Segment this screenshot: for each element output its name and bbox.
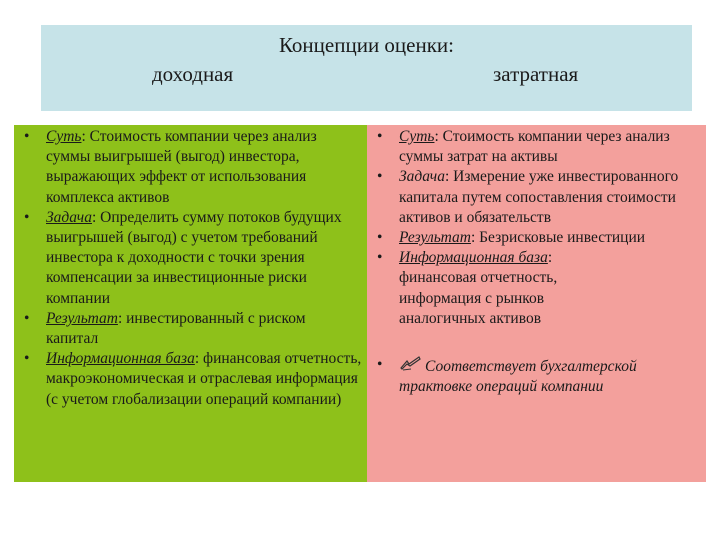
item-sep: : xyxy=(117,309,127,327)
item-text: Стоимость компании через анализ суммы затрат на активы xyxy=(399,128,670,166)
bullet: • xyxy=(377,249,383,267)
list-item-info-base xyxy=(377,248,629,329)
cost-approach-panel xyxy=(367,125,706,482)
item-text: финансовая отчетность, макроэкономическая и отраслевая информация (с учетом глобализации операций компании) xyxy=(46,350,362,408)
bullet: • xyxy=(377,356,383,374)
item-label: Информационная база xyxy=(399,249,548,267)
item-sep: : xyxy=(194,350,204,368)
bullet: • xyxy=(377,229,383,247)
item-text: Измерение уже инвестированного капитала путем сопоставления стоимости активов и обязательств xyxy=(399,168,679,226)
bullet: • xyxy=(24,309,30,327)
item-sep: : xyxy=(444,168,454,186)
item-text: финансовая отчетность, информация с рынков аналогичных активов xyxy=(399,269,558,327)
list-item-note xyxy=(377,355,649,397)
item-text: Безрисковые инвестиции xyxy=(479,229,646,247)
item-label: Задача xyxy=(46,208,92,226)
item-sep: : xyxy=(470,229,480,247)
list-item-info-base xyxy=(24,349,364,410)
list-item-essence xyxy=(377,127,695,167)
bullet: • xyxy=(377,128,383,145)
item-label: Результат xyxy=(46,309,118,327)
page-title: Концепции оценки: xyxy=(278,33,455,57)
list-item-result xyxy=(377,228,649,248)
header-panel xyxy=(41,25,692,111)
list-item-task xyxy=(377,167,695,228)
list-item-task xyxy=(24,208,364,309)
item-sep: : xyxy=(434,128,443,145)
item-sep: : xyxy=(81,128,90,145)
bullet: • xyxy=(24,208,30,226)
item-label: Суть xyxy=(399,128,435,145)
item-sep: : xyxy=(91,208,101,226)
item-label: Задача xyxy=(399,168,445,186)
item-text: Определить сумму потоков будущих выигрышей (выгод) с учетом требований инвестора к доходности с точки зрения компенсации за инвестиционные риски компании xyxy=(46,208,342,307)
left-column-heading: доходная xyxy=(152,62,234,86)
list-item-result xyxy=(24,309,336,349)
right-column-heading: затратная xyxy=(493,62,579,86)
item-label: Информационная база xyxy=(46,350,195,368)
item-sep: : xyxy=(547,249,553,267)
list-item-essence xyxy=(24,127,364,208)
item-label: Результат xyxy=(399,229,471,247)
item-text: Стоимость компании через анализ суммы выигрышей (выгод) инвестора, выражающих эффект от использования комплекса активов xyxy=(46,128,317,206)
note-text: Соответствует бухгалтерской трактовке операций компании xyxy=(399,358,637,396)
bullet: • xyxy=(377,168,383,186)
bullet: • xyxy=(24,350,30,368)
item-text: инвестированный с риском капитал xyxy=(46,309,306,348)
income-approach-panel xyxy=(14,125,367,482)
writing-hand-icon xyxy=(399,355,425,377)
bullet: • xyxy=(24,128,30,145)
item-label: Суть xyxy=(46,128,82,145)
